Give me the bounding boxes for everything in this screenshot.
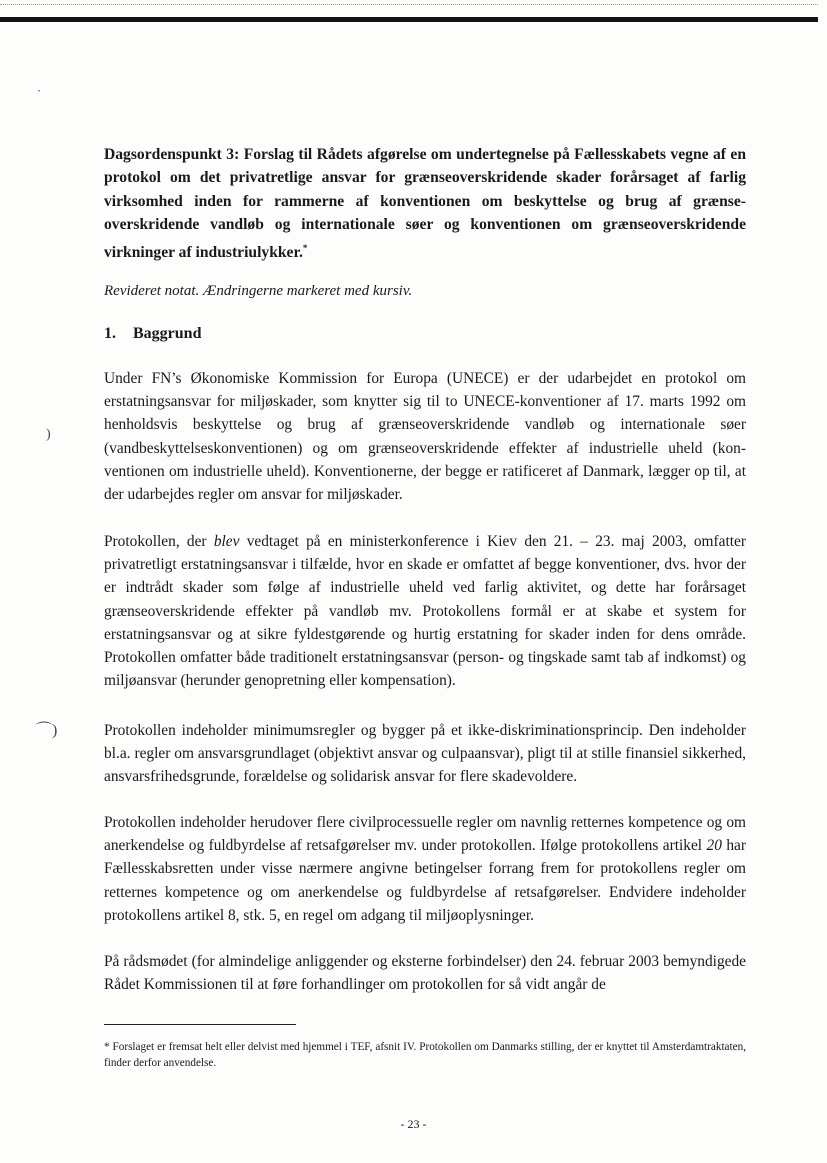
scan-edge-noise	[0, 0, 818, 5]
paragraph-2-revised-word: blev	[213, 533, 240, 550]
heading-footnote-marker: *	[302, 242, 308, 253]
paragraph-4-rest: har Fællesskabsretten under visse nærmere angivne betingelser forrang frem for protokollens regler om retternes kompetence og om anerkendelse og fuldbyrdelse af retsafgørelser. Endvidere indeholder protokollens artikel 8, stk. 5, en regel om adgang til miljøoplysninger.	[104, 837, 746, 924]
scan-dot: •	[38, 89, 41, 95]
revised-note: Revideret notat. Ændringerne markeret med kursiv.	[104, 283, 413, 299]
paragraph-4-revised-number: 20	[706, 837, 722, 855]
section-title: Baggrund	[133, 325, 202, 342]
paragraph-5: På rådsmødet (for almindelige anliggender og eksterne forbindelser) den 24. februar 2003 bemyndigede Rådet Kommissionen til at føre forhandlinger om protokollen for så vidt angår de	[104, 953, 746, 994]
margin-hook-mark: ⌒)	[36, 722, 58, 739]
section-heading	[104, 323, 746, 345]
section-number: 1.	[104, 325, 116, 342]
footnote-text: Forslaget er fremsat helt eller delvist med hjemmel i TEF, afsnit IV. Protokollen om Danmarks stilling, der er knyttet til Amsterdamtraktaten, finder derfor anvendelse.	[104, 1041, 746, 1069]
paragraph-4	[104, 811, 746, 927]
paragraph-2-rest: vedtaget på en ministerkonference i Kiev den 21. – 23. maj 2003, omfatter privatretligt erstatningsansvar i tilfælde, hvor en skade er omfattet af begge konventioner, dvs. hvor der er indtrådt skader som følge af industrielle uheld ved farlig aktivitet, og dette har forårsaget grænseoverskridende effekter på vandløb mv. Protokollens formål er at skabe et system for erstatningsansvar og at sikre fyldestgørende og hurtig erstatning for skader inden for dens område. Protokollen omfatter både traditionelt erstatningsansvar (person- og tingskade samt tab af indkomst) og miljøansvar (herunder genopretning eller kompensation).	[104, 533, 746, 690]
paragraph-1: Under FN’s Økonomiske Kommission for Europa (UNECE) er der udarbejdet en protokol om erstatningsansvar for miljøskader, som knytter sig til to UNECE-konventioner af 17. marts 1992 om henholdsvis beskyttelse og brug af grænseoverskridende vandløb og internationale søer (vandbeskyttelseskonventionen) og om grænseoverskridende effekter af industrielle uheld (konventionen om industrielle uheld). Konventionerne, der begge er ratificeret af Danmark, lægger op til, at der udarbejdes regler om ansvar for miljøskader.	[104, 370, 746, 504]
header-rule	[0, 17, 818, 22]
paragraph-4-start: Protokollen indeholder herudover flere civilprocessuelle regler om navnlig retternes kompetence og om anerkendelse og fuldbyrdelse af retsafgørelser mv. under protokollen. Ifølge protokollens artikel	[104, 814, 746, 855]
paragraph-2	[104, 530, 746, 692]
heading-text: Dagsordenspunkt 3: Forslag til Rådets afgørelse om undertegnelse på Fællesskabets vegne af en protokol om det privatretlige ansvar for grænseoverskridende skader forårsaget af farlig virksomhed inden for rammerne af konventionen om beskyttelse og brug af grænseoverskridende vandløb og internationale søer og konventionen om grænseoverskridende virkninger af industriulykker.	[104, 146, 746, 261]
footnote-separator	[104, 1024, 296, 1025]
page-number: - 23 -	[400, 1117, 427, 1131]
agenda-item-heading	[104, 143, 746, 264]
paragraph-2-start: Protokollen, der	[104, 533, 214, 550]
margin-bracket-mark: )	[46, 427, 51, 442]
footnote-marker: *	[104, 1041, 110, 1053]
footnote	[104, 1039, 746, 1071]
paragraph-3: Protokollen indeholder minimumsregler og bygger på et ikke-diskriminationsprincip. Den indeholder bl.a. regler om ansvarsgrundlaget (objektivt ansvar og culpaansvar), pligt til at stille finansiel sikkerhed, ansvarsfrihedsgrunde, forældelse og solidarisk ansvar for flere skadevoldere.	[104, 722, 746, 786]
